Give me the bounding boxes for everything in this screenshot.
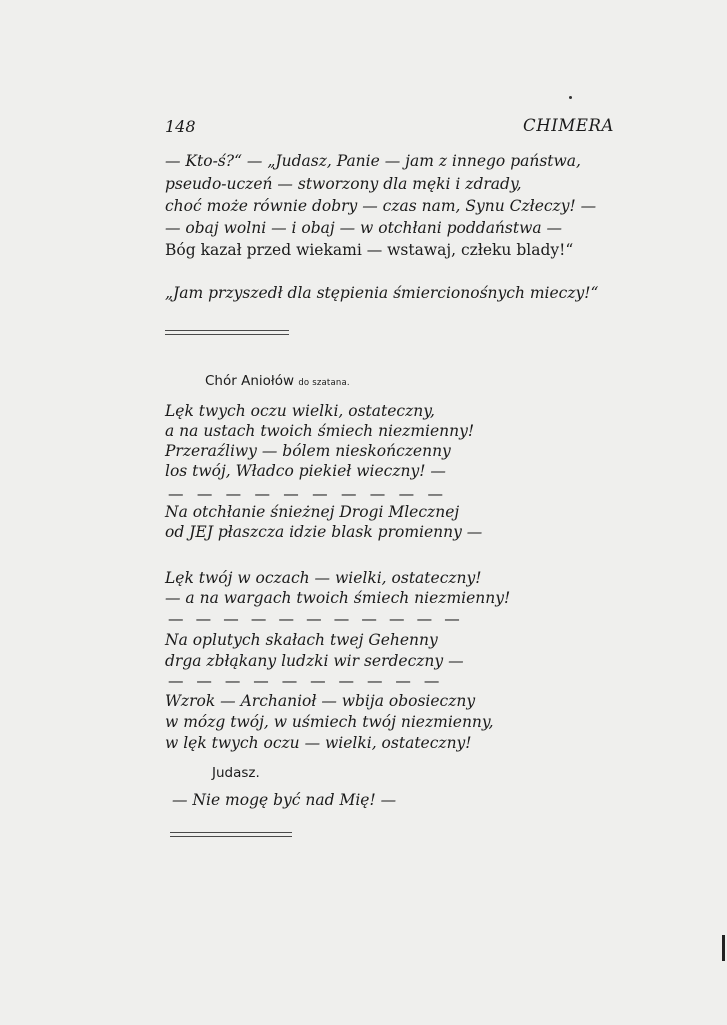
stage-direction: do szatana. bbox=[298, 378, 350, 388]
verse-line: w mózg twój, w uśmiech twój niezmienny, bbox=[165, 713, 494, 731]
dash-row: — — — — — — — — — — bbox=[168, 672, 444, 690]
verse-line: — a na wargach twoich śmiech niezmienny! bbox=[165, 589, 511, 607]
closing-line: „Jam przyszedł dla stępienia śmiercionośnych mieczy!“ bbox=[165, 284, 599, 302]
verse-line: od JEJ płaszcza idzie blask promienny — bbox=[165, 523, 483, 541]
speaker-heading bbox=[205, 372, 350, 392]
verse-line: drga zbłąkany ludzki wir serdeczny — bbox=[165, 652, 464, 670]
section-divider bbox=[165, 330, 289, 331]
speaker-name: Chór Aniołów bbox=[205, 373, 295, 389]
verse-line: w lęk twych oczu — wielki, ostateczny! bbox=[165, 734, 472, 752]
verse-line: a na ustach twoich śmiech niezmienny! bbox=[165, 422, 475, 440]
ink-speck bbox=[569, 96, 572, 99]
verse-line: — Nie mogę być nad Mię! — bbox=[172, 791, 397, 809]
page-number: 148 bbox=[165, 117, 196, 136]
verse-line: Na oplutych skałach twej Gehenny bbox=[165, 631, 438, 649]
verse-line: Lęk twój w oczach — wielki, ostateczny! bbox=[165, 569, 482, 587]
dash-row: — — — — — — — — — — bbox=[168, 485, 448, 503]
verse-line: Przeraźliwy — bólem nieskończenny bbox=[165, 442, 451, 460]
running-title: CHIMERA bbox=[523, 116, 615, 135]
verse-line: Wzrok — Archanioł — wbija obosieczny bbox=[165, 692, 476, 710]
section-divider bbox=[170, 832, 292, 833]
verse-line: Na otchłanie śnieżnej Drogi Mlecznej bbox=[165, 503, 460, 521]
verse-line: los twój, Władco piekieł wieczny! — bbox=[165, 462, 446, 480]
verse-line: pseudo-uczeń — stworzony dla męki i zdrady, bbox=[165, 175, 522, 193]
verse-line: Lęk twych oczu wielki, ostateczny, bbox=[165, 402, 435, 420]
verse-line: — Kto-ś?“ — „Judasz, Panie — jam z innego państwa, bbox=[165, 152, 581, 170]
verse-line: — obaj wolni — i obaj — w otchłani poddaństwa — bbox=[165, 219, 563, 237]
verse-line: choć może równie dobry — czas nam, Synu Człeczy! — bbox=[165, 197, 597, 215]
speaker-name: Judasz. bbox=[212, 765, 260, 781]
dash-row: — — — — — — — — — — — bbox=[168, 610, 464, 628]
page-edge-mark bbox=[722, 935, 725, 961]
verse-line: Bóg kazał przed wiekami — wstawaj, człeku blady!“ bbox=[165, 241, 574, 259]
